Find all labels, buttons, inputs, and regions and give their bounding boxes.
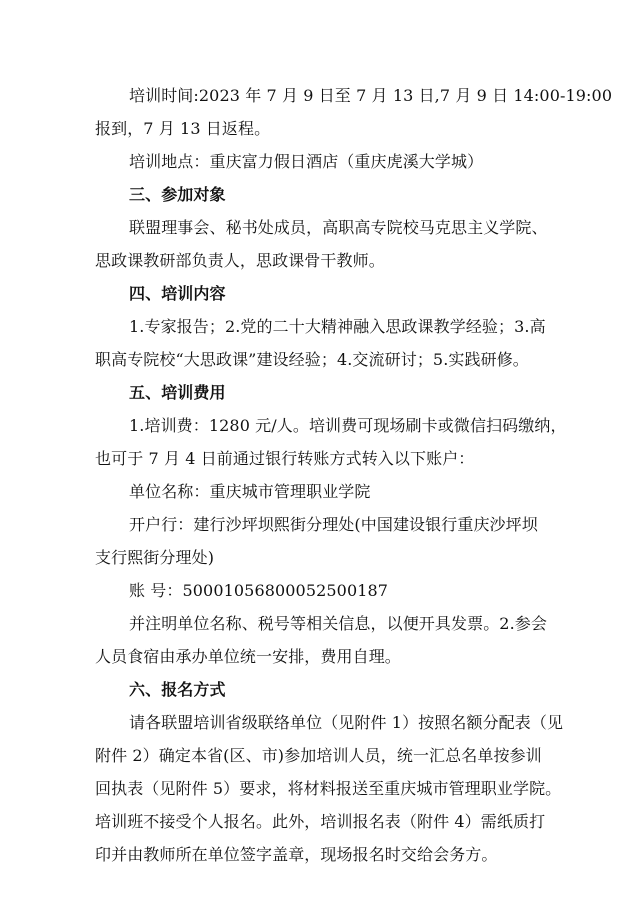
section-heading-content: 四、培训内容	[129, 284, 226, 303]
section-heading-fees: 五、培训费用	[129, 383, 226, 402]
account-bank-line-2: 支行熙街分理处)	[95, 548, 215, 567]
training-time-line: 培训时间:2023 年 7 月 9 日至 7 月 13 日,7 月 9 日 14:00-19:00	[129, 86, 613, 105]
fees-note-line-1: 并注明单位名称、税号等相关信息，以便开具发票。2.参会	[129, 614, 547, 633]
fees-line-1: 1.培训费：1280 元/人。培训费可现场刷卡或微信扫码缴纳，	[129, 416, 567, 435]
account-bank-line-1: 开户行：建行沙坪坝熙街分理处(中国建设银行重庆沙坪坝	[129, 515, 538, 534]
content-line-2: 职高专院校“大思政课”建设经验；4.交流研讨；5.实践研修。	[95, 350, 529, 369]
registration-line-2: 附件 2）确定本省(区、市)参加培训人员，统一汇总名单按参训	[95, 746, 542, 765]
account-number: 账 号：50001056800052500187	[129, 581, 389, 600]
registration-line-5: 印并由教师所在单位签字盖章，现场报名时交给会务方。	[95, 845, 498, 864]
registration-line-4: 培训班不接受个人报名。此外，培训报名表（附件 4）需纸质打	[95, 812, 546, 831]
participants-line-1: 联盟理事会、秘书处成员，高职高专院校马克思主义学院、	[129, 218, 548, 237]
section-heading-participants: 三、参加对象	[129, 185, 226, 204]
training-location-line: 培训地点：重庆富力假日酒店（重庆虎溪大学城）	[129, 152, 484, 171]
training-time-line-continued: 报到，7 月 13 日返程。	[95, 119, 271, 138]
fees-line-2: 也可于 7 月 4 日前通过银行转账方式转入以下账户：	[95, 449, 475, 468]
fees-note-line-2: 人员食宿由承办单位统一安排，费用自理。	[95, 647, 401, 666]
registration-line-1: 请各联盟培训省级联络单位（见附件 1）按照名额分配表（见	[129, 713, 564, 732]
account-unit-name: 单位名称：重庆城市管理职业学院	[129, 482, 371, 501]
section-heading-registration: 六、报名方式	[129, 680, 226, 699]
participants-line-2: 思政课教研部负责人，思政课骨干教师。	[95, 251, 385, 270]
content-line-1: 1.专家报告；2.党的二十大精神融入思政课教学经验；3.高	[129, 317, 546, 336]
registration-line-3: 回执表（见附件 5）要求，将材料报送至重庆城市管理职业学院。	[95, 779, 562, 798]
